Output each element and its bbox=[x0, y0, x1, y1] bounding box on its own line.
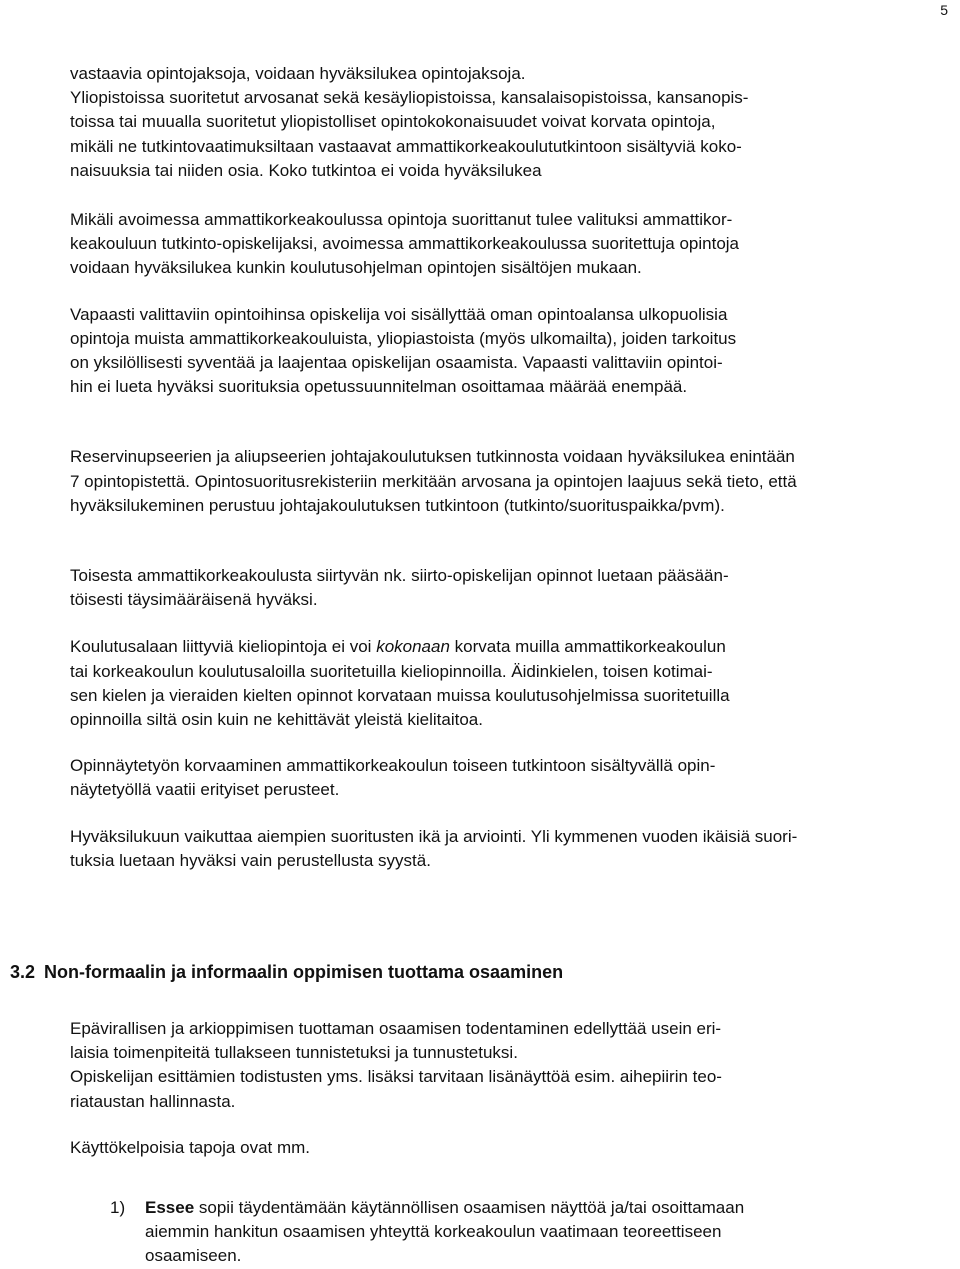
text-line: Toisesta ammattikorkeakoulusta siirtyvän nk. siirto-opiskelijan opinnot luetaan pääsään- bbox=[70, 566, 729, 586]
paragraph-thesis bbox=[70, 754, 950, 802]
section-body bbox=[70, 1017, 950, 1160]
text-fragment: korvata muilla ammattikorkeakoulun bbox=[449, 637, 726, 657]
text-line: tai korkeakoulun koulutusaloilla suoritetuilla kieliopinnoilla. Äidinkielen, toisen kotimai- bbox=[70, 661, 713, 681]
text-line: Vapaasti valittaviin opintoihinsa opiskelija voi sisällyttää oman opintoalansa ulkopuolisia bbox=[70, 304, 728, 324]
paragraph-language-studies bbox=[70, 635, 950, 732]
text-line: hyväksilukeminen perustuu johtajakoulutuksen tutkintoon (tutkinto/suorituspaikka/pvm). bbox=[70, 495, 725, 515]
text-line: mikäli ne tutkintovaatimuksiltaan vastaavat ammattikorkeakoulututkintoon sisältyviä koko- bbox=[70, 136, 742, 156]
text-line: Yliopistoissa suoritetut arvosanat sekä kesäyliopistoissa, kansalaisopistoissa, kansanopis- bbox=[70, 88, 749, 108]
list-item-body bbox=[145, 1196, 935, 1269]
text-line: töisesti täysimääräisenä hyväksi. bbox=[70, 590, 318, 610]
text-line: 7 opintopistettä. Opintosuoritusrekisteriin merkitään arvosana ja opintojen laajuus sekä tieto, että bbox=[70, 471, 797, 491]
text-line: on yksilöllisesti syventää ja laajentaa opiskelijan osaamista. Vapaasti valittaviin opintoi- bbox=[70, 353, 723, 373]
section-title: Non-formaalin ja informaalin oppimisen tuottama osaaminen bbox=[44, 962, 564, 982]
text-line: Opinnäytetyön korvaaminen ammattikorkeakoulun toiseen tutkintoon sisältyvällä opin- bbox=[70, 756, 716, 776]
text-line: Epävirallisen ja arkioppimisen tuottaman osaamisen todentaminen edellyttää usein eri- bbox=[70, 1019, 722, 1038]
text-line: laisia toimenpiteitä tullakseen tunnistetuksi ja tunnustetuksi. bbox=[70, 1043, 518, 1063]
text-line: toissa tai muualla suoritetut yliopistolliset opintokokonaisuudet voivat korvata opintoja, bbox=[70, 112, 716, 132]
page-number: 5 bbox=[940, 2, 948, 18]
text-line: opintoja muista ammattikorkeakouluista, yliopiastoista (myös ulkomailta), joiden tarkoitus bbox=[70, 328, 737, 348]
emphasis-text: kokonaan bbox=[376, 637, 450, 657]
text-line: vastaavia opintojaksoja, voidaan hyväksilukea opintojaksoja. bbox=[70, 64, 526, 83]
text-line: aiemmin hankitun osaamisen yhteyttä korkeakoulun vaatimaan teoreettiseen bbox=[145, 1222, 722, 1242]
text-line: tuksia luetaan hyväksi vain perustellusta syystä. bbox=[70, 850, 431, 870]
text-line: Hyväksilukuun vaikuttaa aiempien suoritusten ikä ja arviointi. Yli kymmenen vuoden ikäisiä suori- bbox=[70, 826, 798, 846]
text-line: Opiskelijan esittämien todistusten yms. lisäksi tarvitaan lisänäyttöä esim. aihepiirin teo- bbox=[70, 1067, 722, 1087]
text-line bbox=[70, 635, 950, 659]
paragraph-elective-studies bbox=[70, 303, 950, 400]
paragraph-open-uas bbox=[70, 208, 950, 281]
text-line: sen kielen ja vieraiden kielten opinnot korvataan muissa koulutusohjelmissa suoritetuilla bbox=[70, 685, 730, 705]
text-line: Käyttökelpoisia tapoja ovat mm. bbox=[70, 1137, 311, 1157]
text-line: opinnoilla siltä osin kuin ne kehittävät yleistä kielitaitoa. bbox=[70, 710, 483, 730]
list-marker: 1) bbox=[110, 1198, 126, 1217]
text-line: keakouluun tutkinto-opiskelijaksi, avoimessa ammattikorkeakoulussa suoritettuja opintoja bbox=[70, 234, 740, 254]
text-line: osaamiseen. bbox=[145, 1246, 242, 1266]
list-item-term: Essee bbox=[145, 1198, 195, 1217]
section-heading bbox=[10, 962, 563, 983]
paragraph-methods-intro bbox=[70, 1136, 950, 1160]
text-fragment: Koulutusalaan liittyviä kieliopintoja ei voi bbox=[70, 637, 377, 657]
paragraph-age-of-credits bbox=[70, 825, 950, 873]
text-line: naisuuksia tai niiden osia. Koko tutkintoa ei voida hyväksilukea bbox=[70, 160, 542, 180]
text-line: riataustan hallinnasta. bbox=[70, 1091, 236, 1111]
text-line: hin ei lueta hyväksi suorituksia opetussuunnitelman osoittamaa määrää enempää. bbox=[70, 377, 688, 397]
paragraph-transfer-student bbox=[70, 564, 950, 612]
text-line: Mikäli avoimessa ammattikorkeakoulussa opintoja suorittanut tulee valituksi ammattikor- bbox=[70, 210, 733, 230]
text-line: voidaan hyväksilukea kunkin koulutusohjelman opintojen sisältöjen mukaan. bbox=[70, 258, 642, 278]
paragraph-reserve-officer bbox=[70, 445, 950, 518]
text-fragment: sopii täydentämään käytännöllisen osaamisen näyttöä ja/tai osoittamaan bbox=[194, 1198, 745, 1217]
text-line bbox=[145, 1196, 935, 1220]
paragraph-informal-learning bbox=[70, 1017, 950, 1114]
section-number: 3.2 bbox=[10, 962, 36, 982]
text-line: Reservinupseerien ja aliupseerien johtajakoulutuksen tutkinnosta voidaan hyväksilukea enintään bbox=[70, 447, 795, 467]
text-line: näytetyöllä vaatii erityiset perusteet. bbox=[70, 780, 340, 800]
paragraph-credit-transfer bbox=[70, 62, 950, 183]
document-body bbox=[70, 62, 950, 873]
